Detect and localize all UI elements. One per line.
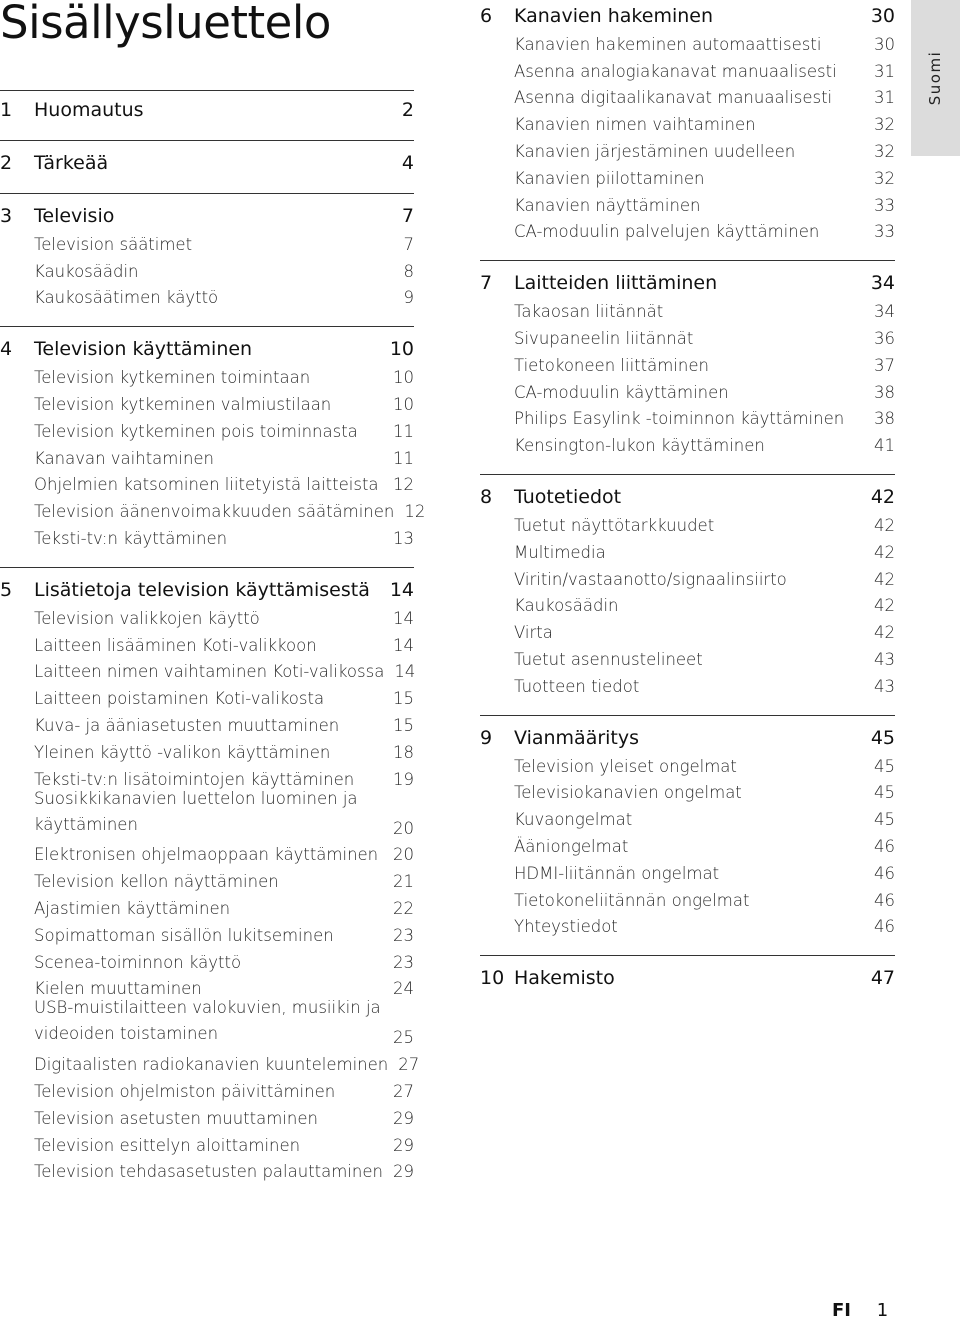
entry-page: 8 <box>403 261 414 281</box>
entry-title: Tuetut näyttötarkkuudet <box>514 515 715 535</box>
entry-title: Television valikkojen käyttö <box>34 608 260 628</box>
toc-entry[interactable] <box>0 891 414 918</box>
entry-page: 38 <box>874 382 895 402</box>
entry-page: 36 <box>874 328 895 348</box>
toc-entry[interactable] <box>480 856 895 883</box>
entry-title: Teksti-tv:n käyttäminen <box>34 528 228 548</box>
toc-entry[interactable] <box>0 494 426 522</box>
toc-entry[interactable] <box>480 562 895 589</box>
entry-title: Takaosan liitännät <box>514 302 664 322</box>
entry-page: 19 <box>393 769 414 789</box>
toc-chapter[interactable] <box>0 147 414 174</box>
entry-page: 20 <box>393 818 414 838</box>
toc-entry[interactable] <box>480 321 895 348</box>
entry-title: Suosikkikanavien luettelon luominen ja käyttäminen <box>34 788 358 834</box>
chapter-number: 3 <box>0 205 13 227</box>
language-tab <box>911 0 960 156</box>
toc-entry[interactable] <box>480 749 895 776</box>
toc-entry[interactable] <box>0 227 414 254</box>
entry-page: 9 <box>403 288 414 308</box>
entry-title: Kaukosäätimen käyttö <box>34 288 219 308</box>
entry-title: Virta <box>514 623 553 643</box>
entry-page: 18 <box>393 742 414 762</box>
chapter-page: 4 <box>401 152 414 174</box>
entry-title: Yleinen käyttö -valikon käyttäminen <box>34 742 331 762</box>
toc-section <box>0 567 420 1182</box>
entry-page: 12 <box>393 475 414 495</box>
toc-entry[interactable] <box>480 535 895 562</box>
toc-section <box>480 715 895 937</box>
entry-page: 43 <box>874 676 895 696</box>
toc-entry[interactable] <box>0 972 414 999</box>
entry-title: Kuvaongelmat <box>514 810 633 830</box>
entry-page: 32 <box>874 141 895 161</box>
entry-title: Kaukosäädin <box>514 596 619 616</box>
entry-title: Television asetusten muuttaminen <box>34 1108 318 1128</box>
entry-page: 23 <box>393 952 414 972</box>
entry-title: Kanavien hakeminen automaattisesti <box>514 34 822 54</box>
toc-entry[interactable] <box>0 735 414 762</box>
entry-page: 20 <box>393 845 414 865</box>
toc-section <box>0 90 414 121</box>
toc-chapter[interactable] <box>480 962 895 989</box>
toc-entry[interactable] <box>480 54 895 81</box>
entry-title: Television yleiset ongelmat <box>514 756 737 776</box>
entry-title: Ohjelmien katsominen liitetyistä laitteista <box>34 475 379 495</box>
entry-page: 10 <box>393 368 414 388</box>
toc-chapter[interactable] <box>480 0 895 27</box>
toc-chapter[interactable] <box>480 267 895 294</box>
entry-page: 42 <box>874 569 895 589</box>
entry-page: 33 <box>874 195 895 215</box>
entry-title: Asenna analogiakanavat manuaalisesti <box>514 61 837 81</box>
entry-page: 46 <box>874 863 895 883</box>
entry-page: 27 <box>398 1055 420 1075</box>
toc-entry[interactable] <box>480 669 895 696</box>
entry-title: Sopimattoman sisällön lukitseminen <box>34 925 334 945</box>
entry-title: Teksti-tv:n lisätoimintojen käyttäminen <box>34 769 355 789</box>
chapter-page: 47 <box>870 967 895 990</box>
toc-entry[interactable] <box>480 829 895 856</box>
chapter-number: 6 <box>480 5 493 27</box>
toc-entry[interactable] <box>480 642 895 669</box>
toc-chapter[interactable] <box>0 200 414 227</box>
chapter-title: Huomautus <box>34 99 144 121</box>
entry-page: 21 <box>393 872 414 892</box>
chapter-number: 9 <box>480 726 493 749</box>
entry-title: Kensington-lukon käyttäminen <box>514 436 765 456</box>
toc-entry[interactable] <box>0 601 414 628</box>
entry-page: 12 <box>404 502 426 522</box>
chapter-page: 10 <box>389 338 414 361</box>
toc-entry[interactable] <box>0 998 414 1047</box>
entry-title: Television kytkeminen toimintaan <box>34 368 311 388</box>
entry-page: 46 <box>874 890 895 910</box>
toc-entry[interactable] <box>0 1128 414 1155</box>
toc-entry[interactable] <box>0 789 414 838</box>
toc-entry[interactable] <box>0 864 414 891</box>
entry-title: Tietokoneen liittäminen <box>514 355 709 375</box>
toc-entry[interactable] <box>480 589 895 616</box>
entry-title: Sivupaneelin liitännät <box>514 328 694 348</box>
chapter-title: Lisätietoja television käyttämisestä <box>34 578 370 601</box>
chapter-number: 2 <box>0 152 13 174</box>
entry-title: Television kellon näyttäminen <box>34 872 279 892</box>
entry-page: 42 <box>874 596 895 616</box>
toc-chapter[interactable] <box>0 333 414 360</box>
entry-title: Kanavien piilottaminen <box>514 168 705 188</box>
toc-right-column <box>480 0 895 989</box>
entry-title: Television ohjelmiston päivittäminen <box>34 1081 336 1101</box>
entry-title: Kanavien nimen vaihtaminen <box>514 115 756 135</box>
entry-page: 46 <box>874 836 895 856</box>
chapter-title: Televisio <box>34 205 115 227</box>
entry-page: 34 <box>874 302 895 322</box>
entry-page: 14 <box>394 662 416 682</box>
entry-page: 14 <box>393 635 414 655</box>
toc-entry[interactable] <box>0 918 414 945</box>
entry-title: Kielen muuttaminen <box>34 979 202 999</box>
entry-page: 27 <box>393 1081 414 1101</box>
page-title: Sisällysluettelo <box>0 0 331 49</box>
toc-chapter[interactable] <box>480 722 895 749</box>
toc-entry[interactable] <box>0 281 414 308</box>
toc-section <box>480 260 895 455</box>
entry-page: 31 <box>874 88 895 108</box>
chapter-number: 4 <box>0 338 13 361</box>
entry-title: Asenna digitaalikanavat manuaalisesti <box>514 88 833 108</box>
entry-title: Multimedia <box>514 542 606 562</box>
entry-title: Television tehdasasetusten palauttaminen <box>34 1162 383 1182</box>
toc-entry[interactable] <box>0 360 414 387</box>
toc-entry[interactable] <box>480 615 895 642</box>
toc-entry[interactable] <box>480 161 895 188</box>
chapter-page: 2 <box>401 99 414 121</box>
toc-entry[interactable] <box>0 628 414 655</box>
toc-entry[interactable] <box>0 762 414 789</box>
entry-page: 37 <box>874 355 895 375</box>
chapter-page: 7 <box>401 205 414 227</box>
toc-entry[interactable] <box>480 375 895 402</box>
entry-page: 10 <box>393 394 414 414</box>
entry-page: 25 <box>393 1028 414 1048</box>
entry-page: 22 <box>393 898 414 918</box>
entry-page: 32 <box>874 168 895 188</box>
chapter-number: 8 <box>480 486 493 509</box>
entry-title: Kuva- ja ääniasetusten muuttaminen <box>34 715 340 735</box>
footer-page-number: 1 <box>876 1300 889 1321</box>
toc-entry[interactable] <box>0 838 414 865</box>
entry-title: Tietokoneliitännän ongelmat <box>514 890 750 910</box>
entry-page: 29 <box>393 1108 414 1128</box>
chapter-number: 5 <box>0 578 13 601</box>
toc-entry[interactable] <box>480 508 895 535</box>
entry-page: 24 <box>393 979 414 999</box>
entry-page: 43 <box>874 649 895 669</box>
toc-entry[interactable] <box>0 441 414 468</box>
entry-title: Scenea-toiminnon käyttö <box>34 952 242 972</box>
entry-title: Philips Easylink -toiminnon käyttäminen <box>514 409 845 429</box>
chapter-title: Kanavien hakeminen <box>514 5 714 27</box>
entry-page: 41 <box>874 436 895 456</box>
toc-entry[interactable] <box>480 294 895 321</box>
entry-page: 11 <box>393 421 414 441</box>
toc-entry[interactable] <box>0 681 414 708</box>
entry-title: Television säätimet <box>34 234 193 254</box>
entry-page: 11 <box>393 448 414 468</box>
entry-title: Yhteystiedot <box>514 917 618 937</box>
entry-title: Ajastimien käyttäminen <box>34 898 231 918</box>
entry-title: Kanavien järjestäminen uudelleen <box>514 141 796 161</box>
chapter-number: 10 <box>480 967 505 990</box>
entry-page: 7 <box>403 234 414 254</box>
toc-section <box>0 193 414 307</box>
entry-page: 31 <box>874 61 895 81</box>
toc-entry[interactable] <box>0 254 414 281</box>
entry-page: 42 <box>874 623 895 643</box>
toc-entry[interactable] <box>0 655 414 682</box>
chapter-page: 14 <box>389 578 414 601</box>
chapter-title: Tärkeää <box>34 152 109 174</box>
chapter-title: Television käyttäminen <box>34 338 253 361</box>
toc-entry[interactable] <box>480 107 895 134</box>
entry-page: 33 <box>874 222 895 242</box>
entry-title: Tuetut asennustelineet <box>514 649 703 669</box>
chapter-page: 30 <box>870 5 895 27</box>
toc-entry[interactable] <box>480 802 895 829</box>
entry-title: CA-moduulin palvelujen käyttäminen <box>514 222 820 242</box>
chapter-page: 34 <box>870 272 895 295</box>
entry-page: 29 <box>393 1135 414 1155</box>
entry-title: Television kytkeminen pois toiminnasta <box>34 421 358 441</box>
chapter-title: Vianmääritys <box>514 726 640 749</box>
entry-title: Laitteen nimen vaihtaminen Koti-valikossa <box>34 662 385 682</box>
entry-page: 23 <box>393 925 414 945</box>
chapter-title: Tuotetiedot <box>514 486 622 509</box>
entry-title: Kaukosäädin <box>34 261 139 281</box>
entry-title: Television kytkeminen valmiustilaan <box>34 394 332 414</box>
toc-entry[interactable] <box>0 1155 414 1182</box>
entry-title: HDMI-liitännän ongelmat <box>514 863 720 883</box>
toc-left-column <box>0 90 426 1182</box>
entry-title: Television äänenvoimakkuuden säätäminen <box>34 502 395 522</box>
toc-entry[interactable] <box>480 188 895 215</box>
toc-entry[interactable] <box>0 414 414 441</box>
toc-entry[interactable] <box>0 1101 414 1128</box>
toc-section <box>480 474 895 696</box>
toc-entry[interactable] <box>0 387 414 414</box>
entry-page: 14 <box>393 608 414 628</box>
entry-title: Elektronisen ohjelmaoppaan käyttäminen <box>34 845 379 865</box>
toc-entry[interactable] <box>480 348 895 375</box>
entry-page: 38 <box>874 409 895 429</box>
toc-chapter[interactable] <box>480 481 895 508</box>
chapter-page: 45 <box>870 726 895 749</box>
entry-page: 30 <box>874 34 895 54</box>
toc-section <box>0 326 426 548</box>
toc-entry[interactable] <box>480 402 895 429</box>
language-tab-label: Suomi <box>926 50 944 106</box>
page-footer <box>832 1300 888 1321</box>
entry-title: Kanavan vaihtaminen <box>34 448 215 468</box>
entry-title: Kanavien näyttäminen <box>514 195 701 215</box>
toc-entry[interactable] <box>480 215 895 242</box>
toc-entry[interactable] <box>0 1047 420 1075</box>
toc-entry[interactable] <box>480 883 895 910</box>
entry-page: 42 <box>874 542 895 562</box>
chapter-number: 1 <box>0 99 13 121</box>
entry-page: 32 <box>874 115 895 135</box>
chapter-number: 7 <box>480 272 493 295</box>
toc-entry[interactable] <box>0 468 414 495</box>
entry-page: 29 <box>393 1162 414 1182</box>
toc-chapter[interactable] <box>0 574 414 601</box>
chapter-title: Hakemisto <box>514 967 615 990</box>
entry-page: 15 <box>393 715 414 735</box>
toc-entry[interactable] <box>0 945 414 972</box>
toc-entry[interactable] <box>480 81 895 108</box>
entry-title: Viritin/vastaanotto/signaalinsiirto <box>514 569 787 589</box>
entry-title: Laitteen lisääminen Koti-valikkoon <box>34 635 317 655</box>
toc-entry[interactable] <box>480 134 895 161</box>
entry-page: 15 <box>393 689 414 709</box>
toc-entry[interactable] <box>480 428 895 455</box>
toc-entry[interactable] <box>480 910 895 937</box>
entry-page: 45 <box>874 783 895 803</box>
entry-title: Tuotteen tiedot <box>514 676 640 696</box>
entry-page: 46 <box>874 917 895 937</box>
entry-title: Ääniongelmat <box>514 836 629 856</box>
entry-title: Laitteen poistaminen Koti-valikosta <box>34 689 325 709</box>
entry-page: 42 <box>874 515 895 535</box>
chapter-title: Laitteiden liittäminen <box>514 272 718 295</box>
entry-page: 45 <box>874 810 895 830</box>
toc-section <box>0 140 414 174</box>
entry-title: Digitaalisten radiokanavien kuunteleminen <box>34 1055 389 1075</box>
toc-entry[interactable] <box>0 708 414 735</box>
entry-title: CA-moduulin käyttäminen <box>514 382 729 402</box>
toc-chapter[interactable] <box>0 94 414 121</box>
chapter-page: 42 <box>870 486 895 509</box>
toc-section <box>480 955 895 989</box>
entry-page: 45 <box>874 756 895 776</box>
toc-entry[interactable] <box>480 776 895 803</box>
toc-entry[interactable] <box>480 27 895 54</box>
entry-page: 13 <box>393 528 414 548</box>
footer-language-code: FI <box>832 1300 851 1321</box>
entry-title: Television esittelyn aloittaminen <box>34 1135 301 1155</box>
toc-entry[interactable] <box>0 1074 414 1101</box>
entry-title: Televisiokanavien ongelmat <box>514 783 742 803</box>
entry-title: USB-muistilaitteen valokuvien, musiikin ja videoiden toistaminen <box>34 998 381 1044</box>
toc-section <box>480 0 895 241</box>
toc-entry[interactable] <box>0 521 414 548</box>
